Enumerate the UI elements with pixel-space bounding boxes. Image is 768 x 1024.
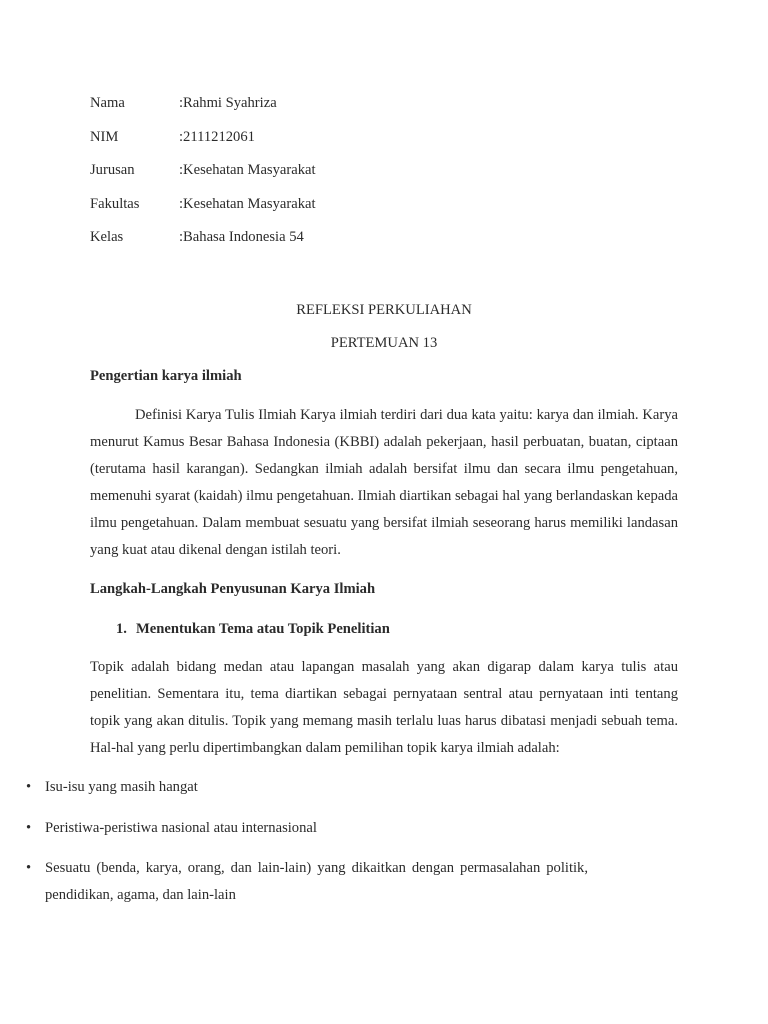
- step-title: Menentukan Tema atau Topik Penelitian: [136, 621, 390, 637]
- identity-label: NIM: [90, 128, 119, 145]
- section-heading-definition: Pengertian karya ilmiah: [90, 368, 242, 384]
- identity-block: [90, 93, 690, 261]
- identity-label: Kelas: [90, 229, 124, 245]
- identity-value: :Rahmi Syahriza: [179, 95, 277, 111]
- bullet-icon: •: [26, 860, 32, 876]
- identity-value: :Kesehatan Masyarakat: [179, 195, 316, 212]
- bullet-text: Sesuatu (benda, karya, orang, dan lain-lain) yang dikaitkan dengan permasalahan politik, pendidikan, agama, dan lain-lain: [45, 860, 588, 903]
- identity-row-nama: [90, 93, 690, 127]
- identity-label: Fakultas: [90, 195, 140, 212]
- identity-label: Jurusan: [90, 162, 135, 178]
- definition-paragraph: Definisi Karya Tulis Ilmiah Karya ilmiah terdiri dari dua kata yaitu: karya dan ilmiah. Karya menurut Kamus Besar Bahasa Indonesia (KBBI) adalah pekerjaan, hasil perbuatan, buatan, ciptaan (terutama hasil karangan). Sedangkan ilmiah adalah bersifat ilmu dan secara ilmu pengetahuan, memenuhi syarat (kaidah) ilmu pengetahuan. Ilmiah diartikan sebagai hal yang berlandaskan kepada ilmu pengetahuan. Dalam membuat sesuatu yang bersifat ilmiah seseorang harus memiliki landasan yang kuat atau dikenal dengan istilah teori.: [90, 407, 678, 558]
- identity-label: Nama: [90, 95, 125, 111]
- bullet-item: [0, 815, 588, 842]
- document-subtitle: PERTEMUAN 13: [330, 335, 438, 351]
- topic-paragraph: Topik adalah bidang medan atau lapangan masalah yang akan digarap dalam karya tulis atau penelitian. Sementara itu, tema diartikan sebagai pernyataan sentral atau pernyataan inti tentang topik yang akan ditulis. Topik yang memang masih terlalu luas harus dibatasi menjadi sebuah tema. Hal-hal yang perlu dipertimbangkan dalam pemilihan topik karya ilmiah adalah:: [90, 659, 678, 756]
- bullet-text: Peristiwa-peristiwa nasional atau internasional: [45, 820, 317, 836]
- bullet-icon: •: [26, 820, 32, 836]
- identity-row-jurusan: [90, 160, 690, 194]
- identity-row-kelas: [90, 227, 690, 261]
- identity-value: :2111212061: [179, 128, 255, 145]
- step-number: 1.: [116, 621, 127, 637]
- document-title: REFLEKSI PERKULIAHAN: [296, 302, 472, 318]
- identity-row-fakultas: [90, 194, 690, 228]
- section-heading-steps: Langkah-Langkah Penyusunan Karya Ilmiah: [90, 581, 376, 597]
- identity-row-nim: [90, 127, 690, 161]
- bullet-item: [0, 774, 588, 801]
- bullet-item: [0, 855, 588, 909]
- bullet-text: Isu-isu yang masih hangat: [45, 779, 198, 795]
- identity-value: :Kesehatan Masyarakat: [179, 162, 316, 178]
- bullet-icon: •: [26, 779, 32, 795]
- identity-value: :Bahasa Indonesia 54: [179, 229, 304, 245]
- numbered-step-1: [116, 619, 390, 639]
